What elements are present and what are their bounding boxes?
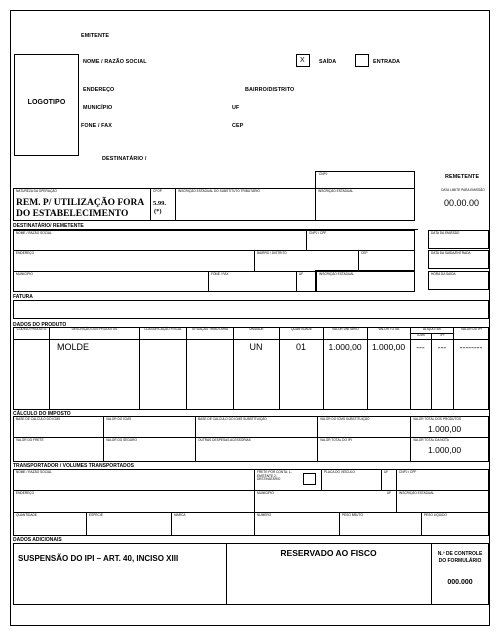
dest-bairro-label: BAIRRO / DISTRITO <box>257 251 287 255</box>
logo-text: LOGOTIPO <box>27 99 66 106</box>
valor-nota-label: VALOR TOTAL DA NOTA <box>413 438 449 442</box>
ie-label: INSCRIÇÃO ESTADUAL <box>318 189 354 193</box>
valor-produtos-label: VALOR TOTAL DOS PRODUTOS <box>413 417 461 421</box>
municipio-label: MUNICÍPIO <box>83 105 113 111</box>
col-codigo: CÓDIGO PRODUTO <box>16 327 47 331</box>
endereco-label: ENDEREÇO <box>83 87 115 93</box>
natureza-label: NATUREZA DA OPERAÇÃO <box>16 189 57 193</box>
col-classificacao: CLASSIFICAÇÃO FISCAL <box>144 327 182 331</box>
bairro-label: BAIRRO/DISTRITO <box>245 87 295 93</box>
entrada-label: ENTRADA <box>373 59 401 65</box>
produto-valor-ipi: -------- <box>459 342 483 352</box>
valor-produtos-value: 1.000,00 <box>428 424 462 434</box>
hora-saida-label: HORA DA SAÍDA <box>431 272 456 276</box>
valor-seguro-label: VALOR DO SEGURO <box>106 438 137 442</box>
cfop-value-1: 5.99. <box>153 200 166 207</box>
col-aliquotas: ALÍQUOTAS <box>422 327 441 331</box>
adicionais-section: DADOS ADICIONAIS <box>13 537 62 543</box>
transp-ie-label: INSCRIÇÃO ESTADUAL <box>399 491 435 495</box>
produto-valor-total: 1.000,00 <box>371 342 406 352</box>
fatura-section: FATURA <box>13 294 33 300</box>
data-saida-label: DATA DA SAÍDA/ENTRADA <box>431 251 471 255</box>
quantidade-label: QUANTIDADE <box>16 513 37 517</box>
transp-uf2-label: UF <box>387 491 392 495</box>
produto-ipi: --- <box>437 342 447 352</box>
base-subst-label: BASE DE CÁLCULO DO ICMS SUBSTITUIÇÃO <box>198 417 267 421</box>
cep-label: CEP <box>232 123 244 129</box>
frete-conta-checkbox[interactable] <box>303 473 316 485</box>
hora-saida-field[interactable] <box>428 271 489 290</box>
saida-checkbox[interactable] <box>296 54 310 67</box>
placa-label: PLACA DO VEÍCULO <box>324 470 355 474</box>
col-valor-total: VALOR TOTAL <box>378 327 400 331</box>
dest-nome-label: NOME / RAZÃO SOCIAL <box>16 231 52 235</box>
dest-uf-label: UF <box>299 272 304 276</box>
logo-box <box>14 54 79 156</box>
col-quantidade: QUANTIDADE <box>291 327 312 331</box>
transp-uf-label: UF <box>384 470 389 474</box>
dest-fone-label: FONE / FAX <box>211 272 229 276</box>
col-valor-unitario: VALOR UNITÁRIO <box>332 327 359 331</box>
transp-nome-label: NOME / RAZÃO SOCIAL <box>16 470 52 474</box>
valor-icms-subst-label: VALOR DO ICMS SUBSTITUIÇÃO <box>320 417 370 421</box>
peso-bruto-label: PESO BRUTO <box>342 513 363 517</box>
emitente-label: EMITENTE <box>81 33 110 39</box>
controle-numero: 000.000 <box>447 579 473 586</box>
destinatario-label: DESTINATÁRIO / <box>102 156 147 162</box>
saida-mark: X <box>300 57 305 64</box>
col-unidade: UNIDADE <box>249 327 264 331</box>
transportador-section: TRANSPORTADOR / VOLUMES TRANSPORTADOS <box>13 463 134 469</box>
fatura-box <box>13 300 489 319</box>
invoice-page <box>10 10 490 626</box>
col-aliquota-ipi: IPI <box>440 333 445 337</box>
peso-liquido-label: PESO LÍQUIDO <box>424 513 447 517</box>
transp-endereco-label: ENDEREÇO <box>16 491 35 495</box>
valor-frete-label: VALOR DO FRETE <box>16 438 44 442</box>
produto-icms: --- <box>416 342 425 352</box>
destinatario-section: DESTINATÁRIO/ REMETENTE <box>13 223 84 229</box>
col-valor-ipi: VALOR DO IPI <box>460 327 483 331</box>
produto-quantidade: 01 <box>295 342 306 352</box>
produto-descricao: MOLDE <box>57 342 90 352</box>
frete-conta-label: FRETE POR CONTA: 1- EMITENTE 2- DESTINATÁRIO <box>257 470 292 482</box>
remetente-label: REMETENTE <box>445 174 480 180</box>
valor-nota-value: 1.000,00 <box>428 445 462 455</box>
valor-icms-label: VALOR DO ICMS <box>106 417 132 421</box>
dest-endereco-label: ENDEREÇO <box>16 251 35 255</box>
controle-label-2: DO FORMULÁRIO <box>438 558 482 564</box>
nome-razao-label: NOME / RAZÃO SOCIAL <box>83 59 147 65</box>
data-limite-label: DATA LIMITE PARA EMISSÃO <box>441 188 485 192</box>
ie-subst-label: INSCRIÇÃO ESTADUAL DO SUBSTITUTO TRIBUTÁRIO <box>178 189 260 193</box>
dest-cep-label: CEP <box>361 251 368 255</box>
produtos-section: DADOS DO PRODUTO <box>13 322 67 328</box>
transp-municipio-label: MUNICÍPIO <box>257 491 274 495</box>
col-situacao: SITUAÇÃO TRIBUTÁRIA <box>191 327 229 331</box>
transp-cnpj-label: CNPJ / CPF <box>399 470 417 474</box>
transportador-table <box>13 469 489 536</box>
especie-label: ESPÉCIE <box>89 513 103 517</box>
outras-despesas-label: OUTRAS DESPESAS ACESSÓRIAS <box>198 438 251 442</box>
entrada-checkbox[interactable] <box>355 54 369 67</box>
col-descricao: DESCRIÇÃO DOS PRODUTOS <box>71 327 118 331</box>
controle-label-1: N.º DE CONTROLE <box>437 551 483 557</box>
col-aliquota-icms: ICMS <box>417 333 425 337</box>
fone-fax-label: FONE / FAX <box>81 123 112 129</box>
produto-unidade: UN <box>249 342 263 352</box>
natureza-value-1: REM. P/ UTILIZAÇÃO FORA <box>16 198 145 208</box>
data-emissao-label: DATA DA EMISSÃO <box>431 231 460 235</box>
cnpj-field[interactable] <box>315 171 415 189</box>
adicionais-texto: SUSPENSÃO DO IPI – ART. 40, INCISO XIII <box>18 554 179 563</box>
numero-label: NÚMERO <box>257 513 272 517</box>
imposto-section: CÁLCULO DO IMPOSTO <box>13 411 71 417</box>
valor-total-ipi-label: VALOR TOTAL DO IPI <box>320 438 352 442</box>
cnpj-label: CNPJ <box>319 172 328 176</box>
base-icms-label: BASE DE CÁLCULO DO ICMS <box>16 417 61 421</box>
data-limite-value: 00.00.00 <box>444 198 480 208</box>
dest-municipio-label: MUNICÍPIO <box>16 272 33 276</box>
produto-valor-unitario: 1.000,00 <box>328 342 362 352</box>
saida-label: SAÍDA <box>319 59 337 65</box>
natureza-value-2: DO ESTABELECIMENTO <box>16 209 129 219</box>
marca-label: MARCA <box>174 513 186 517</box>
uf-label: UF <box>232 105 240 111</box>
cfop-label: CFOP <box>153 189 162 193</box>
cfop-value-2: (*) <box>154 208 162 215</box>
data-saida-field[interactable] <box>428 250 489 269</box>
reservado-fisco: RESERVADO AO FISCO <box>280 548 377 558</box>
dest-ie-label: INSCRIÇÃO ESTADUAL <box>319 272 355 276</box>
data-emissao-field[interactable] <box>428 230 489 249</box>
dest-cnpj-label: CNPJ / CPF <box>309 231 327 235</box>
